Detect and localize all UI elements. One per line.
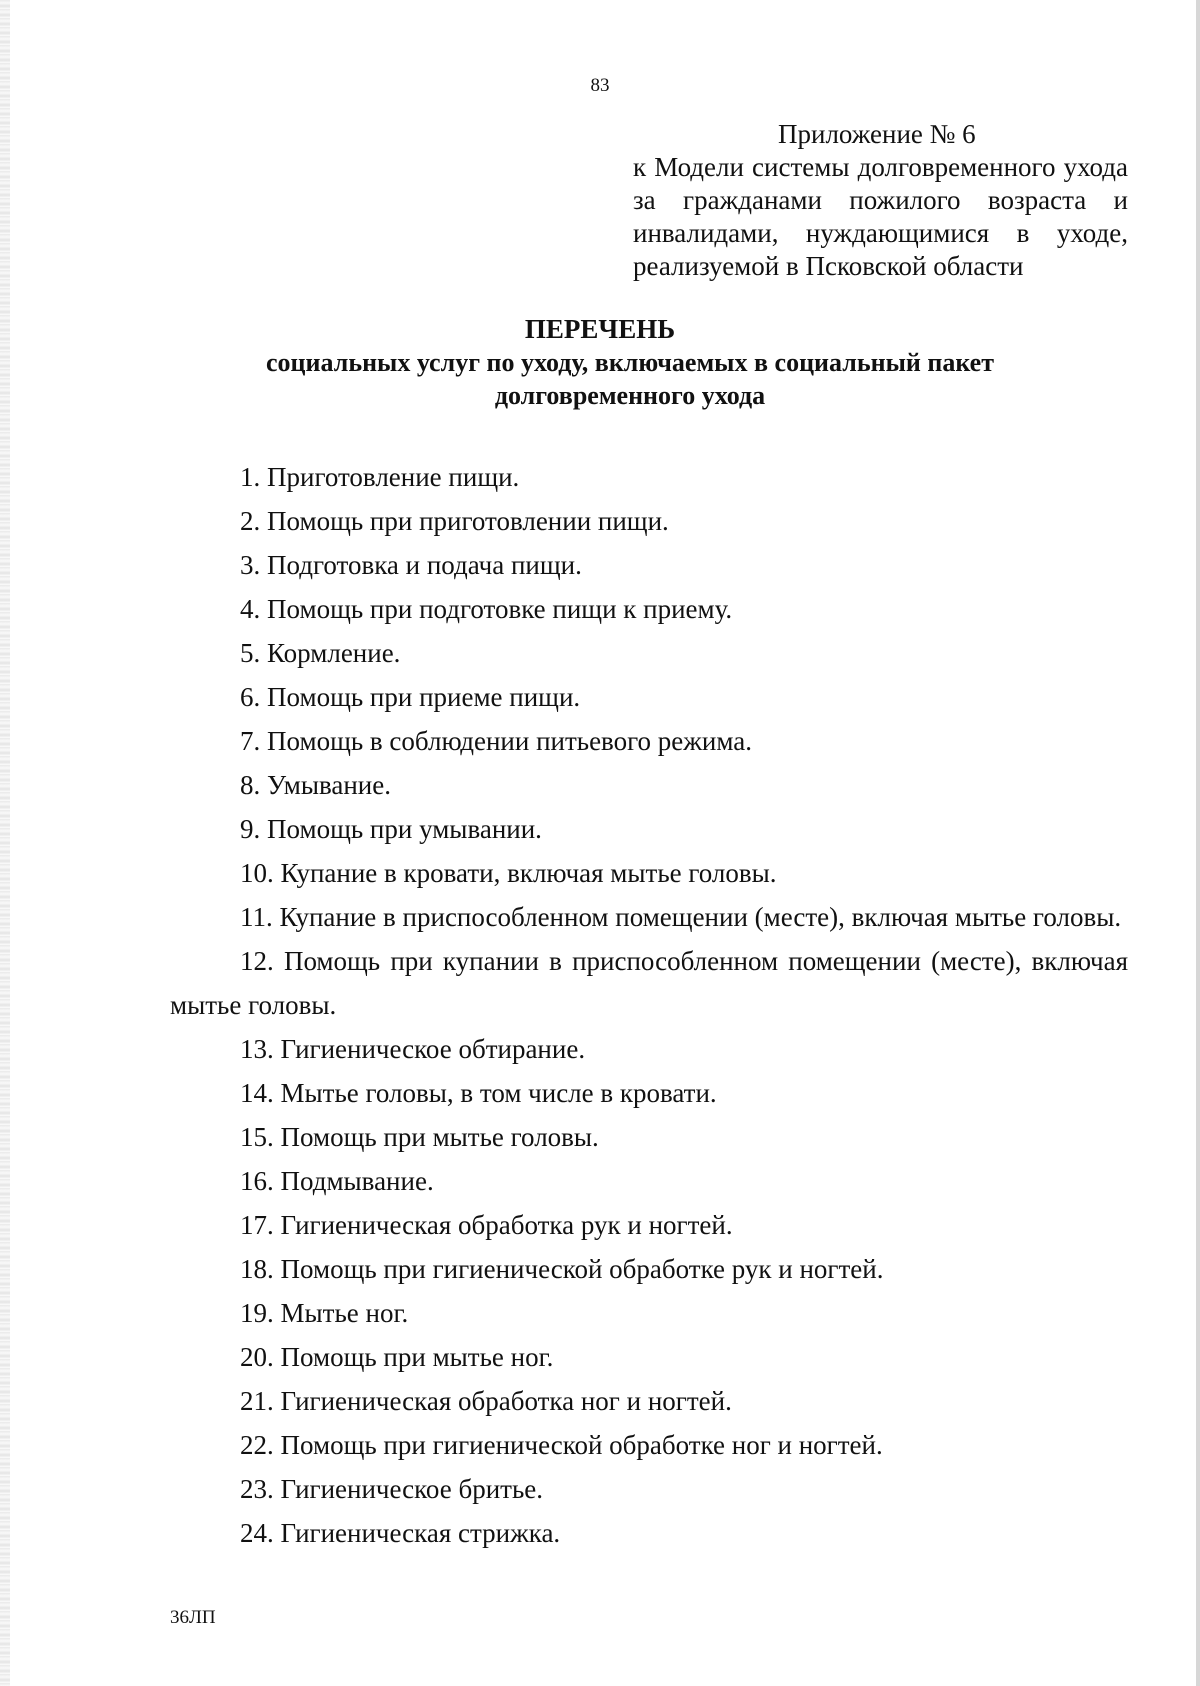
- list-item: 9. Помощь при умывании.: [240, 814, 542, 844]
- list-item: 3. Подготовка и подача пищи.: [240, 550, 582, 580]
- list-item: 8. Умывание.: [240, 770, 391, 800]
- scan-edge-left: [0, 0, 10, 1686]
- list-item: 15. Помощь при мытье головы.: [240, 1122, 599, 1152]
- list-item: 21. Гигиеническая обработка ног и ногтей.: [240, 1386, 732, 1416]
- page-number: 83: [590, 75, 610, 96]
- footer-code: 36ЛП: [170, 1607, 216, 1628]
- appendix-title: Приложение № 6: [778, 119, 976, 149]
- list-item: 14. Мытье головы, в том числе в кровати.: [240, 1078, 717, 1108]
- list-item: 17. Гигиеническая обработка рук и ногтей.: [240, 1210, 733, 1240]
- list-item: 2. Помощь при приготовлении пищи.: [240, 506, 669, 536]
- list-item: 18. Помощь при гигиенической обработке рук и ногтей.: [240, 1254, 884, 1284]
- appendix-body: к Модели системы долговременного ухода за гражданами пожилого возраста и инвалидами, нуждающимися в уходе, реализуемой в Псковской области: [633, 152, 1128, 281]
- list-item: 16. Подмывание.: [240, 1166, 434, 1196]
- list-item: 12. Помощь при купании в приспособленном помещении (месте), включая мытье головы.: [170, 946, 1128, 1020]
- list-item: 11. Купание в приспособленном помещении (месте), включая мытье головы.: [240, 902, 1122, 932]
- scan-edge-right: [1196, 0, 1200, 1686]
- list-item: 5. Кормление.: [240, 638, 401, 668]
- appendix-block: [633, 118, 1128, 283]
- list-item: 4. Помощь при подготовке пищи к приему.: [240, 594, 733, 624]
- list-item: 10. Купание в кровати, включая мытье головы.: [240, 858, 777, 888]
- list-item: 19. Мытье ног.: [240, 1298, 409, 1328]
- services-list: [170, 455, 1128, 1555]
- list-item: 24. Гигиеническая стрижка.: [240, 1518, 561, 1548]
- list-item: 20. Помощь при мытье ног.: [240, 1342, 554, 1372]
- list-item: 7. Помощь в соблюдении питьевого режима.: [240, 726, 752, 756]
- list-item: 1. Приготовление пищи.: [240, 462, 520, 492]
- list-item: 23. Гигиеническое бритье.: [240, 1474, 543, 1504]
- document-subtitle: социальных услуг по уходу, включаемых в социальный пакет долговременного ухода: [266, 348, 994, 410]
- list-item: 13. Гигиеническое обтирание.: [240, 1034, 586, 1064]
- document-title: ПЕРЕЧЕНЬ: [524, 314, 676, 344]
- list-item: 22. Помощь при гигиенической обработке ног и ногтей.: [240, 1430, 883, 1460]
- list-item: 6. Помощь при приеме пищи.: [240, 682, 581, 712]
